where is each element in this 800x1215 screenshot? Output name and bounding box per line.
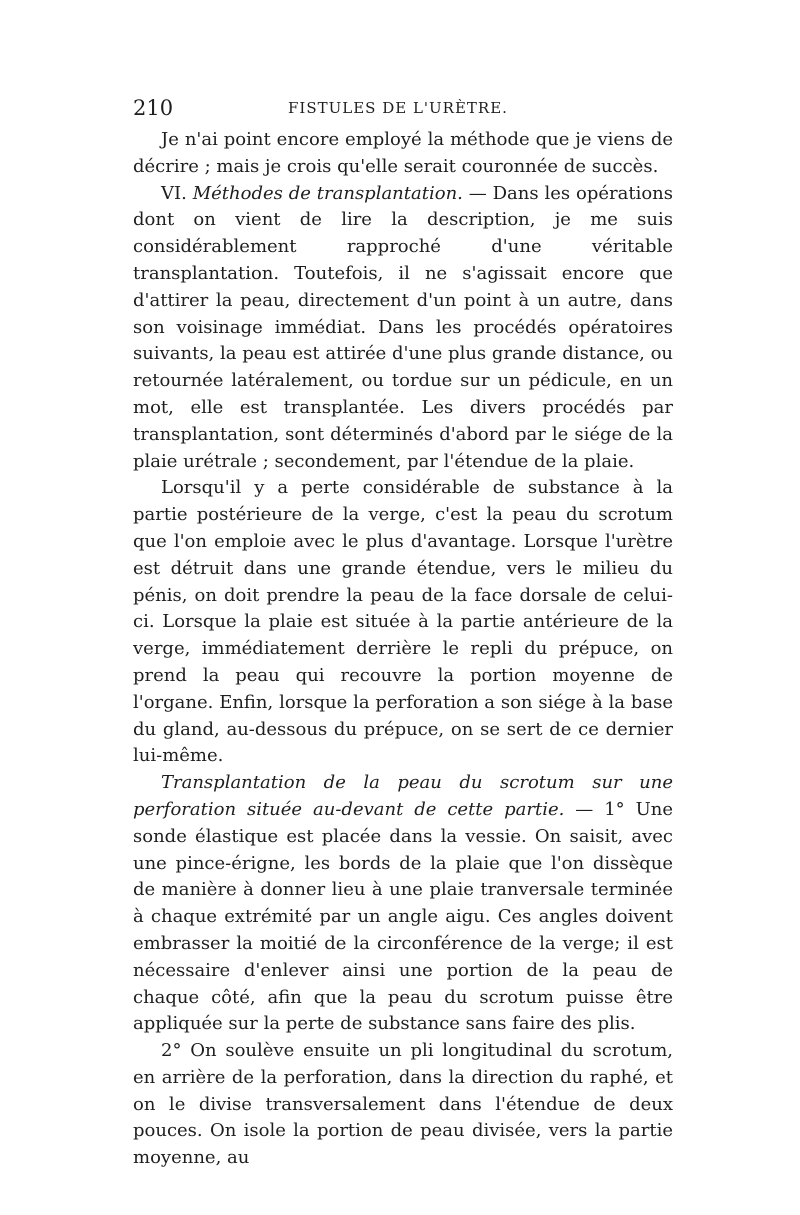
paragraph-1: [133, 127, 673, 181]
heading-dash: —: [564, 798, 605, 820]
running-head: [133, 96, 673, 122]
paragraph-3: [133, 475, 673, 770]
heading-dash: —: [462, 182, 493, 204]
paragraph-4-text: 1° Une sonde élastique est placée dans la vessie. On saisit, avec une pince-érigne, les bords de la plaie que l'on dissèque de manière à donner lieu à une plaie tranversale terminée à chaque extrémité par un angle aigu. Ces angles doivent embrasser la moitié de la circonférence de la verge; il est nécessaire d'enlever ainsi une portion de la peau de chaque côté, afin que la peau du scrotum puisse être appliquée sur la perte de substance sans faire des plis.: [133, 798, 673, 1035]
paragraph-4: [133, 770, 673, 1038]
page-number: 210: [133, 96, 174, 120]
paragraph-2-text: Dans les opérations dont on vient de lire la description, je me suis considérablement rapproché d'une véritable transplantation. Toutefois, il ne s'agissait encore que d'attirer la peau, directement d'un point à un autre, dans son voisinage immédiat. Dans les procédés opératoires suivants, la peau est attirée d'une plus grande distance, ou retournée latéralement, ou tordue sur un pédicule, en un mot, elle est transplantée. Les divers procédés par transplantation, sont déterminés d'abord par le siége de la plaie urétrale ; secondement, par l'étendue de la plaie.: [133, 182, 673, 472]
running-title: FISTULES DE L'URÈTRE.: [288, 99, 508, 117]
paragraph-3-text: Lorsqu'il y a perte considérable de substance à la partie postérieure de la verge, c'est la peau du scrotum que l'on emploie avec le plus d'avantage. Lorsque l'urètre est détruit dans une grande étendue, vers le milieu du pénis, on doit prendre la peau de la face dorsale de celui-ci. Lorsque la plaie est située à la partie antérieure de la verge, immédiatement derrière le repli du prépuce, on prend la peau qui recouvre la portion moyenne de l'organe. Enfin, lorsque la perforation a son siége à la base du gland, au-dessous du prépuce, on se sert de ce dernier lui-même.: [133, 477, 673, 767]
section-heading: Méthodes de transplantation.: [192, 182, 463, 204]
paragraph-5: [133, 1038, 673, 1172]
subsection-heading: Transplantation de la peau du scrotum sur une perforation située au-devant de cette partie.: [133, 772, 673, 820]
section-number: VI.: [161, 182, 187, 204]
body-text: [133, 127, 673, 1172]
paragraph-1-text: Je n'ai point encore employé la méthode que je viens de décrire ; mais je crois qu'elle serait couronnée de succès.: [133, 129, 673, 177]
paragraph-2: [133, 181, 673, 476]
paragraph-5-text: 2° On soulève ensuite un pli longitudinal du scrotum, en arrière de la perforation, dans la direction du raphé, et on le divise transversalement dans l'étendue de deux pouces. On isole la portion de peau divisée, vers la partie moyenne, au: [133, 1040, 673, 1169]
